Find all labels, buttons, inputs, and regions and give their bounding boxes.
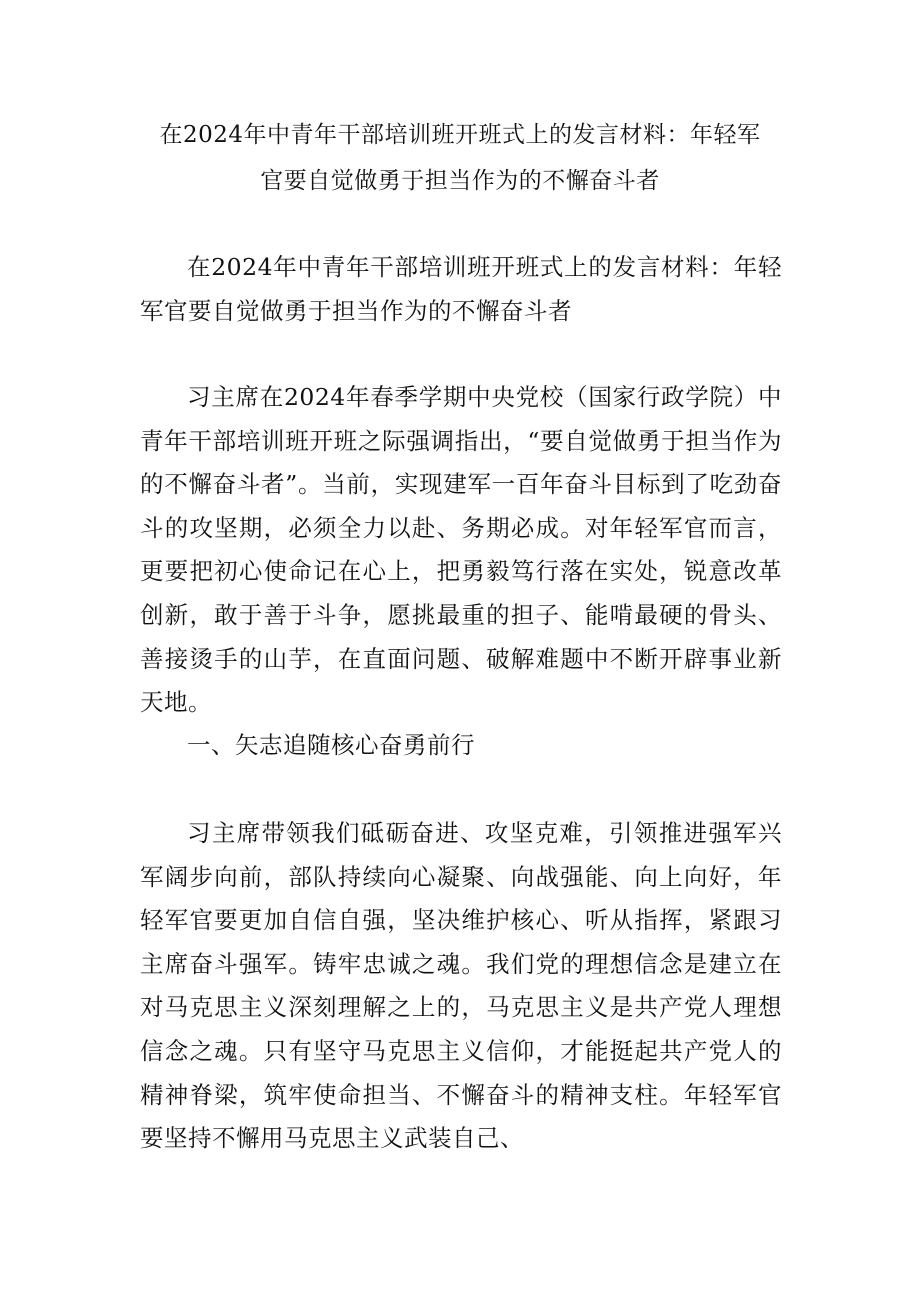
section-heading: 一、矢志追随核心奋勇前行 [187,731,475,759]
section-paragraph: 习主席带领我们砥砺奋进、攻坚克难，引领推进强军兴军阔步向前，部队持续向心凝聚、向战强能、向上向好，年轻军官要更加自信自强，坚决维护核心、听从指挥，紧跟习主席奋斗强军。铸牢忠诚之魂。我们党的理想信念是建立在对马克思主义深刻理解之上的，马克思主义是共产党人理想信念之魂。只有坚守马克思主义信仰，才能挺起共产党人的精神脊梁，筑牢使命担当、不懈奋斗的精神支柱。年轻军官要坚持不懈用马克思主义武装自己、 [140,819,782,1153]
document-title [140,112,780,204]
title-line-1: 在2024年中青年干部培训班开班式上的发言材料：年轻军 [159,122,761,148]
intro-paragraph: 习主席在2024年春季学期中央党校（国家行政学院）中青年干部培训班开班之际强调指出，“要自觉做勇于担当作为的不懈奋斗者”。当前，实现建军一百年奋斗目标到了吃劲奋斗的攻坚期，必须全力以赴、务期必成。对年轻军官而言，更要把初心使命记在心上，把勇毅笃行落在实处，锐意改革创新，敢于善于斗争，愿挑最重的担子、能啃最硬的骨头、善接烫手的山芋，在直面问题、破解难题中不断开辟事业新天地。 [140,383,782,717]
repeated-title-paragraph: 在2024年中青年干部培训班开班式上的发言材料：年轻军官要自觉做勇于担当作为的不懈奋斗者 [140,253,782,325]
title-line-2: 官要自觉做勇于担当作为的不懈奋斗者 [260,168,660,194]
